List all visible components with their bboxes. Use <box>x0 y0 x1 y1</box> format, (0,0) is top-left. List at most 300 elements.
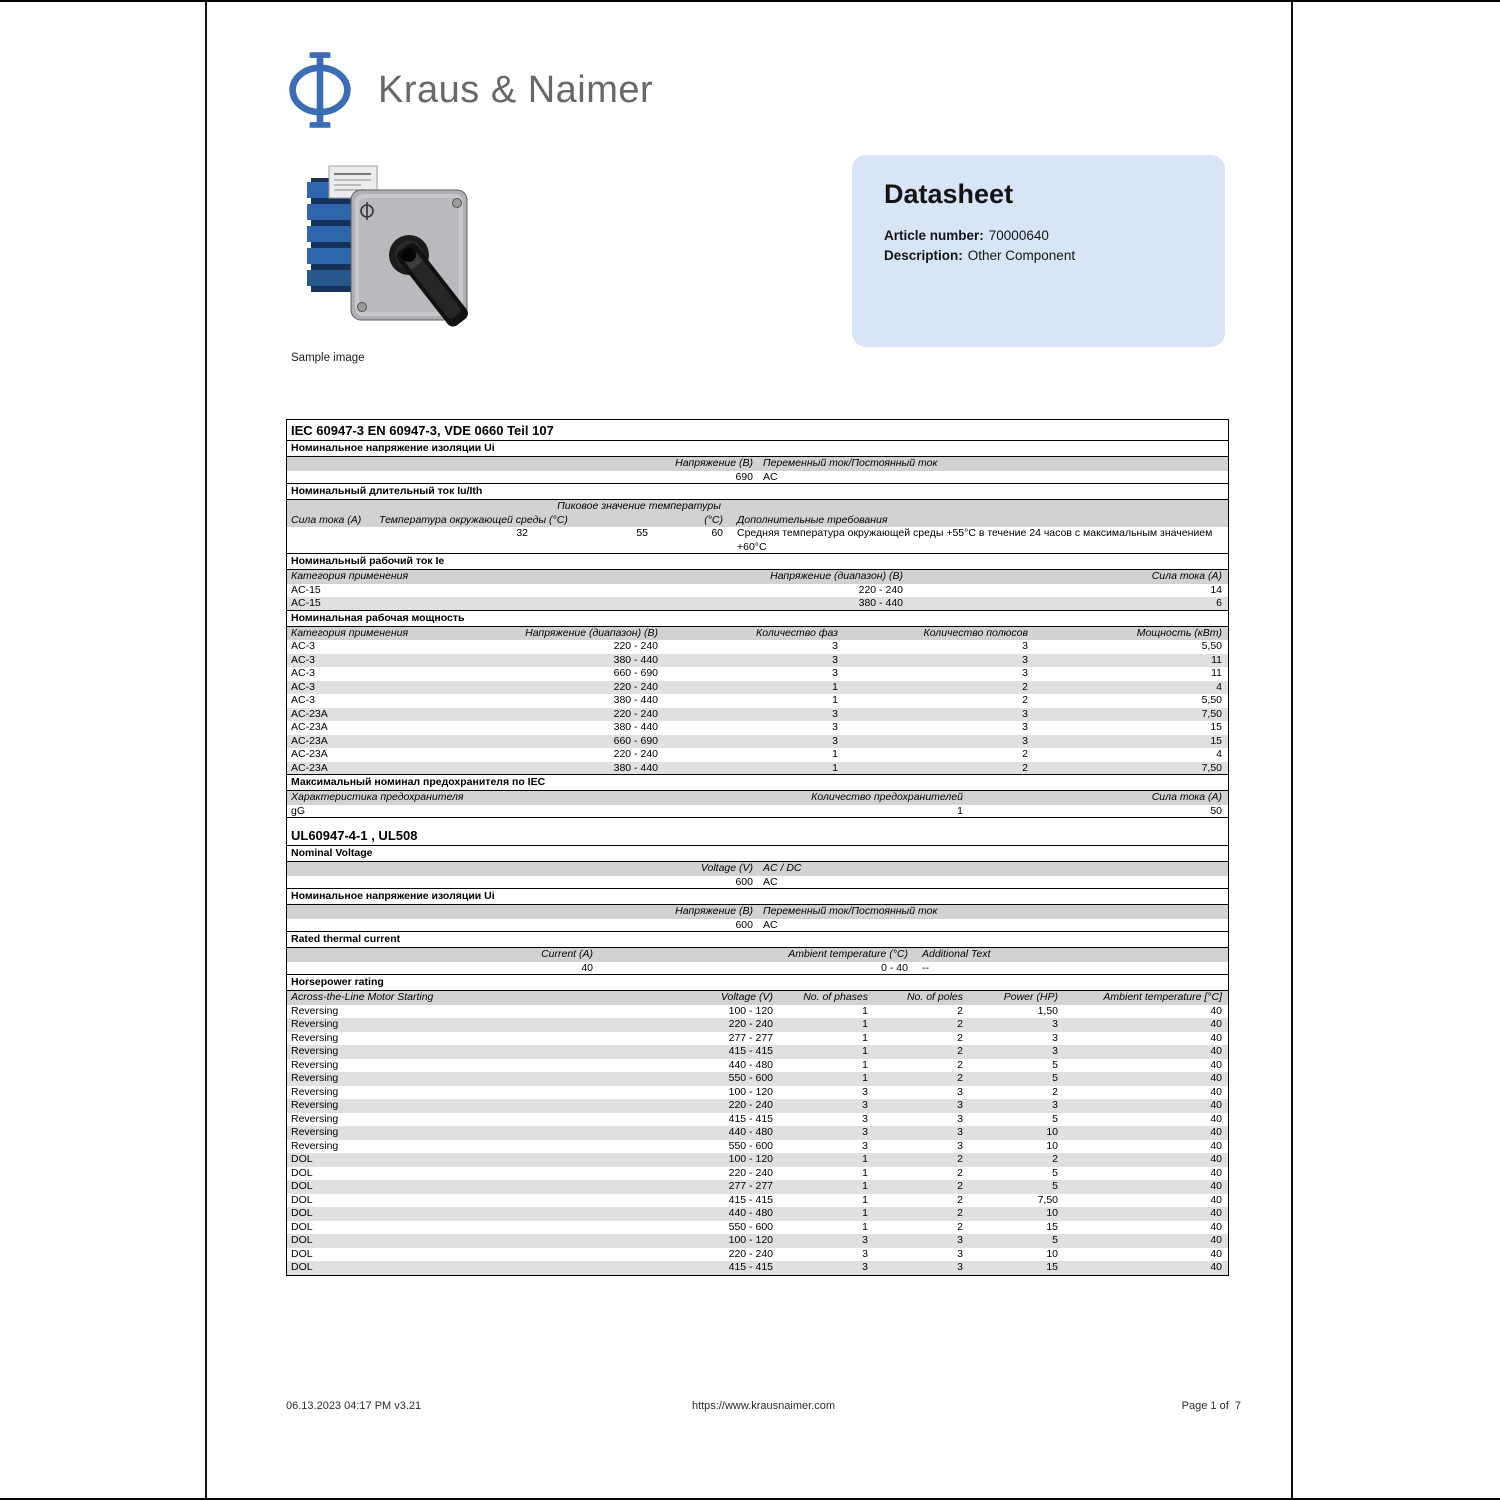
table-cell: 1 <box>832 680 838 693</box>
table-header-row <box>287 991 1228 1005</box>
product-image <box>301 158 471 348</box>
table-header-cell: Пиковое значение температуры <box>557 500 721 512</box>
table-cell: 2 <box>957 1220 963 1233</box>
table-cell: AC-15 <box>291 597 321 609</box>
table-row <box>287 919 1228 933</box>
table-cell: 440 - 480 <box>728 1058 773 1071</box>
kraus-naimer-logo-icon <box>286 50 354 130</box>
table-header-cell: Сила тока (А) <box>291 513 362 526</box>
table-cell: 3 <box>957 1234 963 1246</box>
table-cell: 1 <box>862 1153 868 1165</box>
table-cell: 3 <box>832 653 838 666</box>
table-cell: 3 <box>832 667 838 679</box>
table-cell: 15 <box>1046 1220 1058 1233</box>
table-cell: 1 <box>862 1018 868 1030</box>
table-cell: 55 <box>636 527 648 539</box>
footer-date: 06.13.2023 04:17 PM v3.21 <box>286 1400 422 1412</box>
table-cell: DOL <box>291 1220 313 1233</box>
table-header-row <box>287 948 1228 962</box>
table-cell: 3 <box>1052 1099 1058 1111</box>
table-cell: 40 <box>1210 1126 1222 1138</box>
table-cell: 40 <box>1210 1085 1222 1098</box>
table-cell: 40 <box>1210 1004 1222 1017</box>
table-cell: 440 - 480 <box>728 1126 773 1138</box>
table-cell: 10 <box>1046 1247 1058 1260</box>
table-row <box>287 471 1228 485</box>
table-cell: AC-3 <box>291 680 315 693</box>
table-cell: 10 <box>1046 1207 1058 1219</box>
table-cell: 2 <box>1022 761 1028 774</box>
brand <box>286 50 653 130</box>
table-cell: 7,50 <box>1201 761 1222 774</box>
table-header-cell: Категория применения <box>291 626 409 639</box>
table-cell: 100 - 120 <box>728 1234 773 1246</box>
table-cell: 3 <box>832 734 838 747</box>
table-cell: 40 <box>1210 1031 1222 1044</box>
table-header-cell: Переменный ток/Постоянный ток <box>763 457 938 469</box>
datasheet-title: Datasheet <box>884 179 1014 209</box>
table-cell: 220 - 240 <box>728 1018 773 1030</box>
table-header-cell: Количество предохранителей <box>811 791 963 803</box>
table-cell: DOL <box>291 1166 313 1179</box>
sample-image-caption: Sample image <box>291 352 365 364</box>
table-cell: 40 <box>1210 1045 1222 1057</box>
table-cell: 100 - 120 <box>728 1085 773 1098</box>
footer-page-number: Page 1 of 7 <box>1181 1400 1241 1412</box>
table-header-cell: Additional Text <box>922 948 991 960</box>
table-cell: 220 - 240 <box>728 1247 773 1260</box>
table-cell: 3 <box>832 707 838 720</box>
table-row <box>287 1099 1228 1113</box>
table-cell: DOL <box>291 1234 313 1246</box>
table-cell: 3 <box>862 1099 868 1111</box>
table-cell: 1 <box>862 1180 868 1192</box>
table-cell: 2 <box>957 1045 963 1057</box>
table-cell: 415 - 415 <box>728 1261 773 1273</box>
table-cell: AC-3 <box>291 667 315 679</box>
table-cell: 2 <box>957 1058 963 1071</box>
table-row <box>287 597 1228 611</box>
cam-switch-illustration <box>301 158 471 348</box>
table-cell: 277 - 277 <box>728 1180 773 1192</box>
table-header-cell: Current (A) <box>541 948 593 960</box>
table-row <box>287 681 1228 695</box>
table-row <box>287 694 1228 708</box>
table-header-cell: Ambient temperature [°C] <box>1103 991 1222 1003</box>
table-cell: AC <box>763 918 778 931</box>
footer-url[interactable]: https://www.krausnaimer.com <box>691 1400 836 1412</box>
table-cell: Reversing <box>291 1072 339 1084</box>
table-cell: 380 - 440 <box>613 653 658 666</box>
table-cell: 4 <box>1216 680 1222 693</box>
table-cell: 550 - 600 <box>728 1139 773 1152</box>
table-cell: 220 - 240 <box>613 640 658 652</box>
table-header-cell: Across-the-Line Motor Starting <box>291 991 434 1003</box>
table-cell: 2 <box>957 1004 963 1017</box>
table-cell: 40 <box>1210 1072 1222 1084</box>
table-cell: 10 <box>1046 1126 1058 1138</box>
table-cell: AC-23A <box>291 707 328 720</box>
table-cell: 2 <box>957 1207 963 1219</box>
table-row <box>287 1086 1228 1100</box>
table-cell: 1 <box>862 1220 868 1233</box>
description-label: Description: <box>884 248 963 263</box>
table-cell: 3 <box>1022 721 1028 733</box>
table-cell: AC <box>763 875 778 888</box>
table-cell: 1 <box>862 1072 868 1084</box>
table-cell: 380 - 440 <box>613 721 658 733</box>
table-cell: 3 <box>957 1085 963 1098</box>
table-cell: 220 - 240 <box>858 583 903 596</box>
table-section-title: Номинальная рабочая мощность <box>287 610 1228 627</box>
table-header-cell: No. of poles <box>906 991 963 1003</box>
table-cell: 3 <box>862 1085 868 1098</box>
table-cell: 7,50 <box>1201 707 1222 720</box>
description-line <box>884 246 1193 266</box>
table-section-title: Rated thermal current <box>287 931 1228 948</box>
table-header-row <box>287 457 1228 471</box>
table-header-cell: Напряжение (диапазон) (В) <box>770 570 903 582</box>
table-cell: AC-23A <box>291 748 328 760</box>
table-header-row <box>287 791 1228 805</box>
table-row <box>287 748 1228 762</box>
table-row <box>287 667 1228 681</box>
table-cell: Reversing <box>291 1126 339 1138</box>
table-row <box>287 1234 1228 1248</box>
table-cell: 2 <box>1052 1085 1058 1098</box>
table-cell: 3 <box>957 1112 963 1125</box>
page-footer <box>286 1400 1241 1412</box>
table-row <box>287 1153 1228 1167</box>
table-header-row <box>287 862 1228 876</box>
table-row <box>287 1194 1228 1208</box>
table-cell: 220 - 240 <box>728 1099 773 1111</box>
table-cell: Reversing <box>291 1031 339 1044</box>
description-value: Other Component <box>967 248 1076 263</box>
table-cell: 3 <box>957 1139 963 1152</box>
table-row <box>287 1059 1228 1073</box>
table-cell: 5 <box>1052 1072 1058 1084</box>
table-cell: 1 <box>862 1193 868 1206</box>
table-cell: 220 - 240 <box>613 748 658 760</box>
table-row <box>287 1167 1228 1181</box>
table-cell: 40 <box>1210 1234 1222 1246</box>
table-cell: 2 <box>1022 748 1028 760</box>
table-header-cell: Power (HP) <box>1003 991 1058 1003</box>
table-cell: 5 <box>1052 1180 1058 1192</box>
table-header-cell: Дополнительные требования <box>737 513 888 526</box>
table-cell: 220 - 240 <box>728 1166 773 1179</box>
table-cell: AC-23A <box>291 761 328 774</box>
table-header-cell: AC / DC <box>763 862 802 874</box>
table-cell: gG <box>291 804 306 817</box>
table-header-row <box>287 500 1228 514</box>
table-cell: DOL <box>291 1180 313 1192</box>
table-row <box>287 1005 1228 1019</box>
table-cell: Reversing <box>291 1058 339 1071</box>
table-cell: 3 <box>862 1261 868 1273</box>
table-row <box>287 584 1228 598</box>
datasheet-panel <box>852 155 1225 347</box>
table-cell: 415 - 415 <box>728 1193 773 1206</box>
table-cell: 40 <box>1210 1139 1222 1152</box>
table-cell: 1 <box>862 1045 868 1057</box>
table-header-cell: Переменный ток/Постоянный ток <box>763 905 938 917</box>
datasheet-page <box>205 2 1293 1498</box>
table-cell: Reversing <box>291 1018 339 1030</box>
table-cell: 415 - 415 <box>728 1045 773 1057</box>
table-cell: 14 <box>1210 583 1222 596</box>
table-group-title: UL60947-4-1 , UL508 <box>287 817 1228 846</box>
article-number-line <box>884 226 1193 246</box>
table-cell: 1 <box>862 1058 868 1071</box>
table-row <box>287 1126 1228 1140</box>
table-cell: DOL <box>291 1261 313 1273</box>
table-header-cell: Напряжение (диапазон) (В) <box>525 626 658 639</box>
table-row <box>287 805 1228 819</box>
table-cell: DOL <box>291 1193 313 1206</box>
table-cell: AC-3 <box>291 694 315 706</box>
table-header-row <box>287 514 1228 528</box>
table-cell: 5 <box>1052 1166 1058 1179</box>
table-cell: AC <box>763 470 778 483</box>
table-cell: 277 - 277 <box>728 1031 773 1044</box>
table-cell: 5 <box>1052 1234 1058 1246</box>
table-row <box>287 721 1228 735</box>
table-cell: 3 <box>862 1126 868 1138</box>
table-header-cell: Мощность (кВт) <box>1136 626 1222 639</box>
table-header-cell: Категория применения <box>291 570 409 582</box>
table-cell: 32 <box>516 527 528 539</box>
table-cell: DOL <box>291 1153 313 1165</box>
table-row <box>287 1045 1228 1059</box>
table-header-cell: Сила тока (А) <box>1151 570 1222 582</box>
table-cell: 600 <box>735 875 753 888</box>
table-cell: 40 <box>1210 1220 1222 1233</box>
table-header-cell: (°C) <box>704 513 723 526</box>
table-cell: 2 <box>1022 680 1028 693</box>
table-cell: 50 <box>1210 804 1222 817</box>
table-cell: 660 - 690 <box>613 667 658 679</box>
table-cell: 100 - 120 <box>728 1153 773 1165</box>
table-row <box>287 1207 1228 1221</box>
article-number-label: Article number: <box>884 228 984 243</box>
table-cell: 60 <box>711 527 723 539</box>
table-cell: 1 <box>832 694 838 706</box>
table-cell: AC-23A <box>291 721 328 733</box>
table-cell: DOL <box>291 1247 313 1260</box>
table-cell: 1 <box>862 1004 868 1017</box>
table-cell: 3 <box>862 1234 868 1246</box>
table-cell: 1 <box>832 761 838 774</box>
table-cell: 3 <box>957 1126 963 1138</box>
table-cell: DOL <box>291 1207 313 1219</box>
table-section-title: Номинальное напряжение изоляции Ui <box>287 440 1228 457</box>
table-cell: 3 <box>957 1247 963 1260</box>
table-cell: 2 <box>957 1031 963 1044</box>
table-cell: Reversing <box>291 1045 339 1057</box>
table-cell: 15 <box>1210 721 1222 733</box>
spec-table <box>286 419 1229 1276</box>
table-cell: Reversing <box>291 1139 339 1152</box>
table-cell: Reversing <box>291 1085 339 1098</box>
table-cell: 15 <box>1046 1261 1058 1273</box>
table-cell: 3 <box>1022 640 1028 652</box>
table-cell: Reversing <box>291 1099 339 1111</box>
table-cell: 1,50 <box>1037 1004 1058 1017</box>
table-group-title: IEC 60947-3 EN 60947-3, VDE 0660 Teil 107 <box>287 420 1228 441</box>
table-row <box>287 1032 1228 1046</box>
table-cell: 40 <box>1210 1153 1222 1165</box>
table-cell: 3 <box>832 640 838 652</box>
table-header-row <box>287 570 1228 584</box>
table-header-cell: Напряжение (В) <box>675 905 753 917</box>
table-cell: 1 <box>957 804 963 817</box>
table-row <box>287 527 1228 554</box>
table-cell: 40 <box>581 961 593 974</box>
table-cell: 10 <box>1046 1139 1058 1152</box>
table-header-cell: Ambient temperature (°C) <box>788 948 908 960</box>
table-cell: 2 <box>1022 694 1028 706</box>
table-row <box>287 1113 1228 1127</box>
table-cell: 380 - 440 <box>858 597 903 609</box>
table-cell: AC-3 <box>291 640 315 652</box>
table-row <box>287 962 1228 976</box>
table-cell: Средняя температура окружающей среды +55°C в течение 24 часов с максимальным значением +60°C <box>737 527 1213 553</box>
table-cell: 40 <box>1210 1166 1222 1179</box>
table-cell: 40 <box>1210 1261 1222 1273</box>
table-cell: 40 <box>1210 1018 1222 1030</box>
table-cell: 415 - 415 <box>728 1112 773 1125</box>
table-cell: 11 <box>1211 653 1222 666</box>
table-cell: 3 <box>1022 707 1028 720</box>
table-row <box>287 654 1228 668</box>
table-cell: 2 <box>957 1193 963 1206</box>
table-row <box>287 735 1228 749</box>
table-header-cell: Сила тока (А) <box>1151 791 1222 803</box>
table-cell: 15 <box>1210 734 1222 747</box>
table-cell: 11 <box>1211 667 1222 679</box>
table-row <box>287 640 1228 654</box>
table-cell: 380 - 440 <box>613 694 658 706</box>
table-section-title: Максимальный номинал предохранителя по IEC <box>287 774 1228 791</box>
table-cell: 2 <box>957 1153 963 1165</box>
table-cell: 7,50 <box>1037 1193 1058 1206</box>
table-header-cell: Температура окружающей среды (°C) <box>379 513 568 526</box>
table-header-cell: Количество полюсов <box>923 626 1028 639</box>
table-cell: 40 <box>1210 1058 1222 1071</box>
table-header-cell: Количество фаз <box>756 626 838 639</box>
table-row <box>287 1018 1228 1032</box>
table-cell: 3 <box>1052 1031 1058 1044</box>
table-cell: 5,50 <box>1201 694 1222 706</box>
table-header-row <box>287 905 1228 919</box>
table-cell: 550 - 600 <box>728 1072 773 1084</box>
table-cell: 3 <box>832 721 838 733</box>
table-header-cell: Характеристика предохранителя <box>291 791 464 803</box>
table-section-title: Номинальный длительный ток Iu/Ith <box>287 483 1228 500</box>
table-cell: 3 <box>1022 653 1028 666</box>
table-cell: Reversing <box>291 1112 339 1125</box>
table-cell: 600 <box>735 918 753 931</box>
table-cell: 3 <box>862 1139 868 1152</box>
table-cell: 3 <box>862 1247 868 1260</box>
table-cell: 550 - 600 <box>728 1220 773 1233</box>
table-cell: 40 <box>1210 1193 1222 1206</box>
table-header-cell: No. of phases <box>803 991 868 1003</box>
table-cell: 5,50 <box>1201 640 1222 652</box>
table-cell: 40 <box>1210 1099 1222 1111</box>
table-header-cell: Voltage (V) <box>720 991 773 1003</box>
table-cell: AC-3 <box>291 653 315 666</box>
table-cell: 2 <box>1052 1153 1058 1165</box>
table-cell: AC-23A <box>291 734 328 747</box>
table-row <box>287 1221 1228 1235</box>
table-row <box>287 1261 1228 1275</box>
table-cell: 3 <box>1052 1018 1058 1030</box>
table-cell: 4 <box>1216 748 1222 760</box>
table-cell: 40 <box>1210 1180 1222 1192</box>
table-cell: 440 - 480 <box>728 1207 773 1219</box>
table-cell: 40 <box>1210 1247 1222 1260</box>
table-cell: 3 <box>862 1112 868 1125</box>
table-header-cell: Напряжение (В) <box>675 457 753 469</box>
table-cell: -- <box>922 961 929 974</box>
table-cell: 2 <box>957 1166 963 1179</box>
table-cell: 220 - 240 <box>613 707 658 720</box>
table-cell: 100 - 120 <box>728 1004 773 1017</box>
table-cell: 1 <box>862 1207 868 1219</box>
table-cell: 1 <box>862 1166 868 1179</box>
table-section-title: Номинальное напряжение изоляции Ui <box>287 888 1228 905</box>
article-number-value: 70000640 <box>988 228 1049 243</box>
table-section-title: Nominal Voltage <box>287 845 1228 862</box>
table-cell: 2 <box>957 1180 963 1192</box>
table-cell: 1 <box>862 1031 868 1044</box>
table-cell: 690 <box>735 470 753 483</box>
table-cell: 3 <box>1022 734 1028 747</box>
table-cell: 3 <box>1052 1045 1058 1057</box>
table-cell: 660 - 690 <box>613 734 658 747</box>
table-row <box>287 1140 1228 1154</box>
table-cell: 3 <box>957 1099 963 1111</box>
table-cell: 5 <box>1052 1112 1058 1125</box>
table-header-cell: Voltage (V) <box>700 862 753 874</box>
table-cell: Reversing <box>291 1004 339 1017</box>
table-cell: 0 - 40 <box>881 961 908 974</box>
brand-name: Kraus & Naimer <box>378 68 654 111</box>
table-section-title: Номинальный рабочий ток Ie <box>287 553 1228 570</box>
table-row <box>287 1180 1228 1194</box>
table-row <box>287 1248 1228 1262</box>
table-section-title: Horsepower rating <box>287 974 1228 991</box>
table-row <box>287 1072 1228 1086</box>
table-cell: 3 <box>1022 667 1028 679</box>
table-cell: 1 <box>832 748 838 760</box>
table-cell: 6 <box>1216 597 1222 609</box>
table-cell: 3 <box>957 1261 963 1273</box>
table-header-row <box>287 627 1228 641</box>
table-row <box>287 708 1228 722</box>
table-cell: 5 <box>1052 1058 1058 1071</box>
table-cell: AC-15 <box>291 583 321 596</box>
table-cell: 2 <box>957 1018 963 1030</box>
table-cell: 380 - 440 <box>613 761 658 774</box>
table-cell: 2 <box>957 1072 963 1084</box>
table-row <box>287 762 1228 776</box>
table-cell: 40 <box>1210 1112 1222 1125</box>
table-row <box>287 876 1228 890</box>
